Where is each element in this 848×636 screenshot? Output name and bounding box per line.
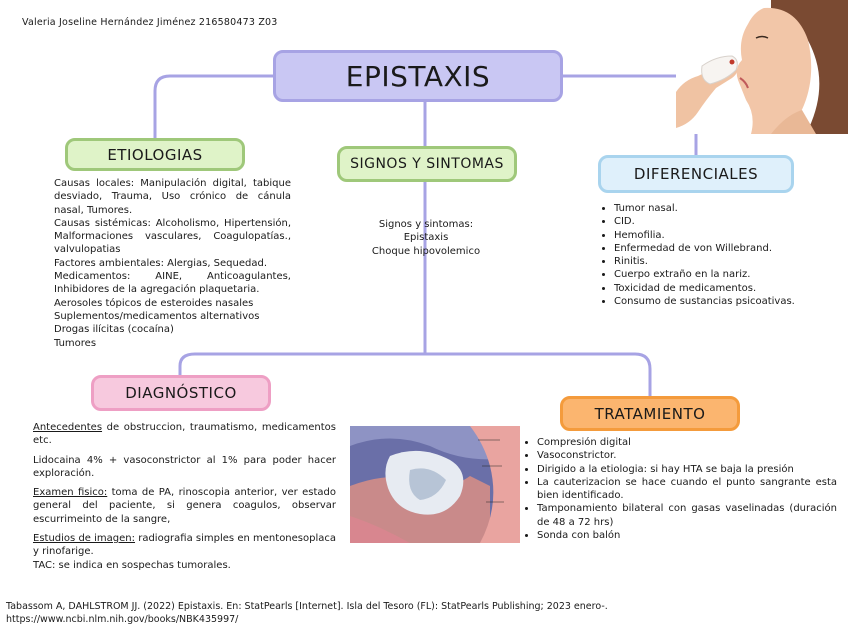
- list-item: • Tumor nasal.: [614, 202, 844, 215]
- etiologias-line: Causas locales: Manipulación digital, tabique desviado, Trauma, Uso crónico de cánula nasal, Tumores.: [54, 178, 291, 216]
- list-item: • Enfermedad de von Willebrand.: [614, 242, 844, 255]
- diagnostico-heading: DIAGNÓSTICO: [125, 384, 237, 402]
- etiologias-line: Causas sistémicas: Alcoholismo, Hipertensión, Malformaciones vasculares, Coagulopatías., valvulopatias: [54, 217, 291, 256]
- antecedentes-label: Antecedentes: [33, 422, 103, 433]
- signos-line: Epistaxis: [403, 232, 449, 244]
- list-item: • Consumo de sustancias psicoativas.: [614, 295, 844, 308]
- diferenciales-box: [598, 155, 794, 193]
- reference-url: https://www.ncbi.nlm.nih.gov/books/NBK435997/: [6, 614, 239, 625]
- etiologias-heading: ETIOLOGIAS: [107, 145, 203, 164]
- diferenciales-list: [601, 202, 844, 308]
- reference-citation: Tabassom A, DAHLSTROM JJ. (2022) Epistaxis. En: StatPearls [Internet]. Isla del Tesoro (FL): StatPearls Publishing; 2023 enero-.: [6, 601, 608, 612]
- author-line: Valeria Joseline Hernández Jiménez 216580473 Z03: [22, 17, 278, 28]
- list-item: • Sonda con balón: [537, 529, 837, 542]
- list-item: • Hemofilia.: [614, 229, 844, 242]
- nosebleed-photo: [676, 0, 848, 134]
- tratamiento-list: [524, 436, 837, 542]
- list-item: • La cauterizacion se hace cuando el punto sangrante esta bien identificado.: [537, 476, 837, 503]
- diagnostico-paragraph: [33, 486, 336, 526]
- diagnostico-paragraph: Lidocaina 4% + vasoconstrictor al 1% para poder hacer exploración.: [33, 454, 336, 479]
- list-item: • Rinitis.: [614, 255, 844, 268]
- tratamiento-heading: TRATAMIENTO: [594, 404, 706, 423]
- list-item: • Tamponamiento bilateral con gasas vaselinadas (duración de 48 a 72 hrs): [537, 502, 837, 529]
- etiologias-line: Medicamentos: AINE, Anticoagulantes, Inhibidores de la agregación plaquetaria.: [54, 271, 291, 296]
- examen-text: toma de PA, rinoscopia anterior, ver estado general del paciente, si genera coagulos, observar escurrimeinto de la sangre,: [33, 487, 337, 525]
- list-item: • Cuerpo extraño en la nariz.: [614, 268, 844, 281]
- page-title: EPISTAXIS: [345, 59, 491, 93]
- list-item: • Vasoconstrictor.: [537, 449, 837, 462]
- etiologias-content: [54, 177, 291, 350]
- list-item: • Dirigido a la etiologia: si hay HTA se baja la presión: [537, 463, 837, 476]
- etiologias-line: Aerosoles tópicos de esteroides nasales: [54, 297, 254, 309]
- tratamiento-box: [560, 396, 740, 431]
- diagnostico-box: [91, 375, 271, 411]
- etiologias-line: Suplementos/medicamentos alternativos: [54, 310, 260, 322]
- etiologias-line: Tumores: [54, 337, 97, 349]
- signos-box: [337, 146, 517, 182]
- list-item: • CID.: [614, 215, 844, 228]
- diferenciales-heading: DIFERENCIALES: [633, 165, 759, 183]
- nasal-anatomy-image: [350, 426, 520, 543]
- signos-content: [356, 218, 496, 258]
- etiologias-box: [65, 138, 245, 171]
- examen-label: Examen fisico:: [33, 487, 108, 499]
- diagnostico-paragraph: TAC: se indica en sospechas tumorales.: [33, 559, 231, 571]
- antecedentes-text: de obstruccion, traumatismo, medicamentos etc.: [33, 422, 336, 447]
- title-box: [273, 50, 563, 102]
- signos-line: Signos y sintomas:: [378, 219, 474, 230]
- list-item: • Toxicidad de medicamentos.: [614, 282, 844, 295]
- estudios-label: Estudios de imagen:: [33, 533, 136, 545]
- etiologias-line: Factores ambientales: Alergias, Sequedad.: [54, 257, 268, 269]
- etiologias-line: Drogas ilícitas (cocaína): [54, 324, 174, 336]
- estudios-text: radiografia simples en mentonesoplaca y rinofarige.: [33, 533, 337, 558]
- diagnostico-paragraph: [33, 532, 336, 559]
- signos-line: Choque hipovolemico: [371, 245, 481, 257]
- reference: [6, 600, 844, 626]
- list-item: • Compresión digital: [537, 436, 837, 449]
- signos-heading: SIGNOS Y SINTOMAS: [350, 156, 504, 172]
- diagnostico-paragraph: [33, 421, 336, 448]
- diagnostico-content: [33, 421, 336, 578]
